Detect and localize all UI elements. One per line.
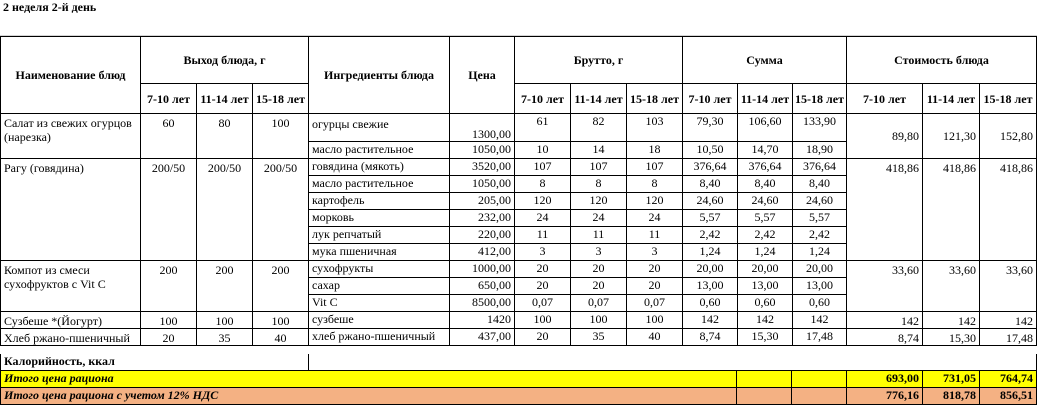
ingredient-sum[interactable]: 20,00 [683,261,738,278]
ingredient-name[interactable]: масло растительное [309,176,450,193]
ingredient-brutto[interactable]: 20 [515,278,571,295]
header-cost-age[interactable]: 11-14 лет [923,84,980,114]
dish-yield[interactable]: 200/50 [197,159,253,261]
ingredient-brutto[interactable]: 3 [571,244,627,261]
ingredient-name[interactable]: сахар [309,278,450,295]
total-gap [737,371,792,388]
dish-cost[interactable]: 8,74 [847,329,923,346]
ingredient-price[interactable]: 8500,00 [450,295,515,312]
ingredient-brutto[interactable]: 8 [571,176,627,193]
dish-cost[interactable]: 418,86 [847,159,923,261]
ingredient-sum[interactable]: 10,50 [683,142,738,159]
dish-cost[interactable]: 15,30 [923,329,980,346]
header-sum-age[interactable]: 7-10 лет [683,84,738,114]
ingredient-brutto[interactable]: 103 [627,114,683,142]
ingredient-brutto[interactable]: 20 [571,278,627,295]
ingredient-sum[interactable]: 13,00 [793,278,847,295]
dish-name[interactable]: Рагу (говядина) [0,159,141,261]
total-value-7-10[interactable]: 693,00 [847,371,923,388]
ingredient-brutto[interactable]: 100 [515,312,571,329]
ingredient-sum[interactable]: 2,42 [793,227,847,244]
ingredient-name[interactable]: мука пшеничная [309,244,450,261]
total-vat-label[interactable]: Итого цена рациона с учетом 12% НДС [0,388,737,405]
header-sum-age[interactable]: 15-18 лет [793,84,847,114]
ingredient-brutto[interactable]: 10 [515,142,571,159]
ingredient-brutto[interactable]: 8 [515,176,571,193]
total-vat-value-7-10[interactable]: 776,16 [847,388,923,405]
ingredient-sum[interactable]: 5,57 [793,210,847,227]
ingredient-sum[interactable]: 24,60 [738,193,793,210]
header-brutto[interactable]: Брутто, г [515,36,683,84]
dish-cost[interactable]: 418,86 [980,159,1037,261]
ingredient-name[interactable]: хлеб ржано-пшеничный [309,329,450,346]
ingredient-brutto[interactable]: 24 [515,210,571,227]
ingredient-name[interactable]: лук репчатый [309,227,450,244]
header-cost-age[interactable]: 7-10 лет [847,84,923,114]
header-yield-age[interactable]: 7-10 лет [141,84,197,114]
ingredient-name[interactable]: сухофрукты [309,261,450,278]
header-yield[interactable]: Выход блюда, г [141,36,309,84]
header-sum[interactable]: Сумма [683,36,847,84]
ingredient-brutto[interactable]: 100 [571,312,627,329]
ingredient-sum[interactable]: 376,64 [683,159,738,176]
ingredient-sum[interactable]: 15,30 [738,329,793,346]
header-yield-age[interactable]: 15-18 лет [253,84,309,114]
ingredient-sum[interactable]: 0,60 [738,295,793,312]
total-vat-gap [792,388,847,405]
dish-yield[interactable]: 20 [141,329,197,346]
ingredient-sum[interactable]: 13,00 [683,278,738,295]
dish-name[interactable]: Сузбеше *(Йогурт) [0,312,141,329]
ingredient-price[interactable]: 1000,00 [450,261,515,278]
dish-yield[interactable]: 80 [197,114,253,159]
ingredient-sum[interactable]: 20,00 [793,261,847,278]
ingredient-brutto[interactable]: 61 [515,114,571,142]
dish-yield[interactable]: 200/50 [141,159,197,261]
ingredient-sum[interactable]: 8,40 [683,176,738,193]
ingredient-sum[interactable]: 1,24 [738,244,793,261]
ingredient-brutto[interactable]: 11 [571,227,627,244]
dish-yield[interactable]: 200/50 [253,159,309,261]
ingredient-price[interactable]: 650,00 [450,278,515,295]
dish-name[interactable]: Хлеб ржано-пшеничный [0,329,141,346]
ingredient-name[interactable]: говядина (мякоть) [309,159,450,176]
header-dish-name[interactable]: Наименование блюд [0,36,141,114]
dish-yield[interactable]: 100 [197,312,253,329]
dish-yield[interactable]: 60 [141,114,197,159]
ingredient-sum[interactable]: 0,60 [683,295,738,312]
ingredient-sum[interactable]: 142 [683,312,738,329]
ingredient-name[interactable]: Vit C [309,295,450,312]
header-ingredients[interactable]: Ингредиенты блюда [309,36,450,114]
ingredient-price[interactable]: 1050,00 [450,176,515,193]
ingredient-sum[interactable]: 17,48 [793,329,847,346]
ingredient-sum[interactable]: 133,90 [793,114,847,142]
ingredient-price[interactable]: 437,00 [450,329,515,346]
ingredient-price[interactable]: 1420 [450,312,515,329]
ingredient-sum[interactable]: 376,64 [738,159,793,176]
ingredient-brutto[interactable]: 3 [515,244,571,261]
dish-yield[interactable]: 40 [253,329,309,346]
calories-empty [309,354,1037,371]
ingredient-price[interactable]: 3520,00 [450,159,515,176]
ingredient-sum[interactable]: 8,74 [683,329,738,346]
ingredient-sum[interactable]: 14,70 [738,142,793,159]
ingredient-brutto[interactable]: 107 [627,159,683,176]
calories-label[interactable]: Калорийность, ккал [0,354,309,371]
ingredient-brutto[interactable]: 0,07 [571,295,627,312]
ingredient-brutto[interactable]: 11 [627,227,683,244]
ingredient-sum[interactable]: 2,42 [683,227,738,244]
ingredient-name[interactable]: морковь [309,210,450,227]
ingredient-price[interactable]: 205,00 [450,193,515,210]
header-sum-age[interactable]: 11-14 лет [738,84,793,114]
ingredient-sum[interactable]: 376,64 [793,159,847,176]
dish-cost[interactable]: 33,60 [980,261,1037,312]
dish-yield[interactable]: 100 [141,312,197,329]
ingredient-price[interactable]: 1050,00 [450,142,515,159]
ingredient-sum[interactable]: 8,40 [738,176,793,193]
ingredient-brutto[interactable]: 0,07 [627,295,683,312]
dish-cost[interactable]: 142 [847,312,923,329]
dish-yield[interactable]: 200 [141,261,197,312]
ingredient-sum[interactable]: 24,60 [683,193,738,210]
total-gap [792,371,847,388]
dish-cost[interactable]: 142 [923,312,980,329]
ingredient-sum[interactable]: 20,00 [738,261,793,278]
ingredient-sum[interactable]: 0,60 [793,295,847,312]
ingredient-brutto[interactable]: 18 [627,142,683,159]
ingredient-brutto[interactable]: 40 [627,329,683,346]
header-brutto-age[interactable]: 7-10 лет [515,84,571,114]
ingredient-brutto[interactable]: 24 [571,210,627,227]
ingredient-brutto[interactable]: 0,07 [515,295,571,312]
dish-cost[interactable]: 89,80 [847,114,923,159]
total-label[interactable]: Итого цена рациона [0,371,737,388]
ingredient-brutto[interactable]: 120 [515,193,571,210]
ingredient-sum[interactable]: 24,60 [793,193,847,210]
header-yield-age[interactable]: 11-14 лет [197,84,253,114]
ingredient-brutto[interactable]: 20 [515,261,571,278]
ingredient-brutto[interactable]: 20 [627,261,683,278]
empty-cells [0,17,1037,36]
ingredient-price[interactable]: 232,00 [450,210,515,227]
ingredient-brutto[interactable]: 3 [627,244,683,261]
ingredient-sum[interactable]: 106,60 [738,114,793,142]
dish-cost[interactable]: 33,60 [923,261,980,312]
header-cost[interactable]: Стоимость блюда [847,36,1037,84]
dish-cost[interactable]: 418,86 [923,159,980,261]
header-cost-age[interactable]: 15-18 лет [980,84,1037,114]
ingredient-brutto[interactable]: 82 [571,114,627,142]
total-vat-value-15-18[interactable]: 856,51 [980,388,1037,405]
header-price[interactable]: Цена [450,36,515,114]
dish-cost[interactable]: 33,60 [847,261,923,312]
ingredient-sum[interactable]: 142 [738,312,793,329]
ingredient-sum[interactable]: 5,57 [738,210,793,227]
ingredient-brutto[interactable]: 11 [515,227,571,244]
header-brutto-age[interactable]: 15-18 лет [627,84,683,114]
ingredient-brutto[interactable]: 14 [571,142,627,159]
dish-name[interactable]: Компот из смеси сухофруктов с Vit C [0,261,141,312]
total-value-15-18[interactable]: 764,74 [980,371,1037,388]
dish-cost[interactable]: 17,48 [980,329,1037,346]
dish-cost[interactable]: 142 [980,312,1037,329]
sheet-title[interactable]: 2 неделя 2-й день [3,0,97,14]
header-brutto-age[interactable]: 11-14 лет [571,84,627,114]
ingredient-brutto[interactable]: 35 [571,329,627,346]
dish-name[interactable]: Салат из свежих огурцов (нарезка) [0,114,141,159]
dish-cost[interactable]: 121,30 [923,114,980,159]
ingredient-brutto[interactable]: 8 [627,176,683,193]
ingredient-price[interactable]: 1300,00 [450,114,515,142]
ingredient-brutto[interactable]: 120 [627,193,683,210]
ingredient-sum[interactable]: 1,24 [683,244,738,261]
ingredient-brutto[interactable]: 120 [571,193,627,210]
ingredient-brutto[interactable]: 24 [627,210,683,227]
dish-yield[interactable]: 100 [253,114,309,159]
dish-yield[interactable]: 200 [197,261,253,312]
ingredient-name[interactable]: сузбеше [309,312,450,329]
ingredient-sum[interactable]: 13,00 [738,278,793,295]
ingredient-name[interactable]: масло растительное [309,142,450,159]
ingredient-brutto[interactable]: 20 [571,261,627,278]
ingredient-sum[interactable]: 18,90 [793,142,847,159]
ingredient-sum[interactable]: 1,24 [793,244,847,261]
ingredient-sum[interactable]: 2,42 [738,227,793,244]
ingredient-name[interactable]: картофель [309,193,450,210]
ingredient-sum[interactable]: 5,57 [683,210,738,227]
dish-yield[interactable]: 35 [197,329,253,346]
total-value-11-14[interactable]: 731,05 [923,371,980,388]
dish-yield[interactable]: 200 [253,261,309,312]
ingredient-brutto[interactable]: 20 [627,278,683,295]
dish-yield[interactable]: 100 [253,312,309,329]
ingredient-name[interactable]: огурцы свежие [309,114,450,142]
ingredient-brutto[interactable]: 20 [515,329,571,346]
ingredient-sum[interactable]: 8,40 [793,176,847,193]
ingredient-brutto[interactable]: 107 [571,159,627,176]
ingredient-sum[interactable]: 142 [793,312,847,329]
total-vat-gap [737,388,792,405]
ingredient-brutto[interactable]: 100 [627,312,683,329]
ingredient-price[interactable]: 412,00 [450,244,515,261]
ingredient-sum[interactable]: 79,30 [683,114,738,142]
total-vat-value-11-14[interactable]: 818,78 [923,388,980,405]
dish-cost[interactable]: 152,80 [980,114,1037,159]
ingredient-brutto[interactable]: 107 [515,159,571,176]
ingredient-price[interactable]: 220,00 [450,227,515,244]
